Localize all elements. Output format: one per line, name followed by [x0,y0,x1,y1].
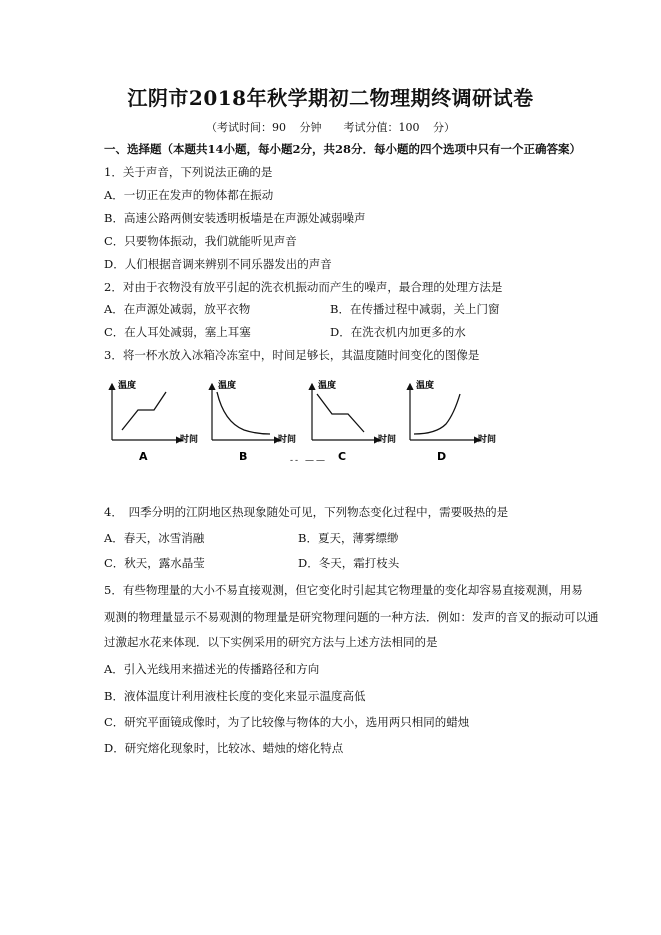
graph-b-label: B [239,450,248,463]
q3-stem: 3．将一杯水放入冰箱冷冻室中，时间足够长，其温度随时间变化的图像是 [104,348,480,362]
q5-stem-line2: 观测的物理量显示不易观测的物理量是研究物理问题的一种方法．例如：发声的音叉的振动可以通 [104,610,599,624]
exam-title: 江阴市2018年秋学期初二物理期终调研试卷 [127,86,534,110]
graph-a [112,379,198,463]
q4-option-c: C．秋天，露水晶莹 [104,556,205,570]
graph-b [212,379,296,463]
q5-option-c: C．研究平面镜成像时，为了比较像与物体的大小，选用两只相同的蜡烛 [104,715,470,729]
graph-a-y-label: 温度 [118,381,137,391]
q5-option-a: A．引入光线用来描述光的传播路径和方向 [104,662,320,676]
graph-a-curve [122,392,166,430]
q2-option-b: B．在传播过程中减弱，关上门窗 [330,302,500,316]
graph-d-y-label: 温度 [416,381,435,391]
q5-stem-line3: 过激起水花来体现．以下实例采用的研究方法与上述方法相同的是 [104,635,438,649]
q5-option-b: B．液体温度计利用液柱长度的变化来显示温度高低 [104,689,366,703]
q1-option-c: C．只要物体振动，我们就能听见声音 [104,234,297,248]
graph-d [410,379,496,463]
stray-mark: -- —— [290,456,327,466]
graph-a-label: A [139,450,148,463]
graph-b-x-label: 时间 [278,435,297,445]
graph-d-label: D [437,450,447,463]
q4-option-a: A．春天，冰雪消融 [104,531,205,545]
q5-option-d: D．研究熔化现象时，比较冰、蜡烛的熔化特点 [104,741,344,755]
q1-option-b: B．高速公路两侧安装透明板墙是在声源处减弱噪声 [104,211,366,225]
q5-stem-line1: 5．有些物理量的大小不易直接观测，但它变化时引起其它物理量的变化却容易直接观测，用易 [104,583,583,597]
q1-option-a: A．一切正在发声的物体都在振动 [104,188,274,202]
graph-c-x-label: 时间 [378,435,397,445]
graph-d-x-label: 时间 [478,435,497,445]
q2-option-a: A．在声源处减弱，放平衣物 [104,302,251,316]
q3-graphs [96,378,516,468]
q2-option-d: D．在洗衣机内加更多的水 [330,325,466,339]
graph-c-label: C [338,450,347,463]
q4-option-b: B．夏天，薄雾缥缈 [298,531,399,545]
section-heading: 一、选择题（本题共14小题，每小题2分，共28分．每小题的四个选项中只有一个正确答案） [104,142,582,156]
graph-a-x-label: 时间 [180,435,199,445]
exam-subtitle: （考试时间：90 分钟 考试分值：100 分） [206,121,455,134]
graph-c-curve [317,394,364,432]
graph-d-curve [414,394,460,434]
q4-option-d: D．冬天，霜打枝头 [298,556,400,570]
graph-b-y-label: 温度 [218,381,237,391]
graph-c [312,379,396,463]
q1-stem: 1．关于声音，下列说法正确的是 [104,165,273,179]
graph-b-curve [217,392,270,434]
q1-option-d: D．人们根据音调来辨别不同乐器发出的声音 [104,257,332,271]
q2-stem: 2．对由于衣物没有放平引起的洗衣机振动而产生的噪声，最合理的处理方法是 [104,280,503,294]
graph-c-y-label: 温度 [318,381,337,391]
q2-option-c: C．在人耳处减弱，塞上耳塞 [104,325,251,339]
q4-stem: 4． 四季分明的江阴地区热现象随处可见，下列物态变化过程中，需要吸热的是 [104,505,509,519]
